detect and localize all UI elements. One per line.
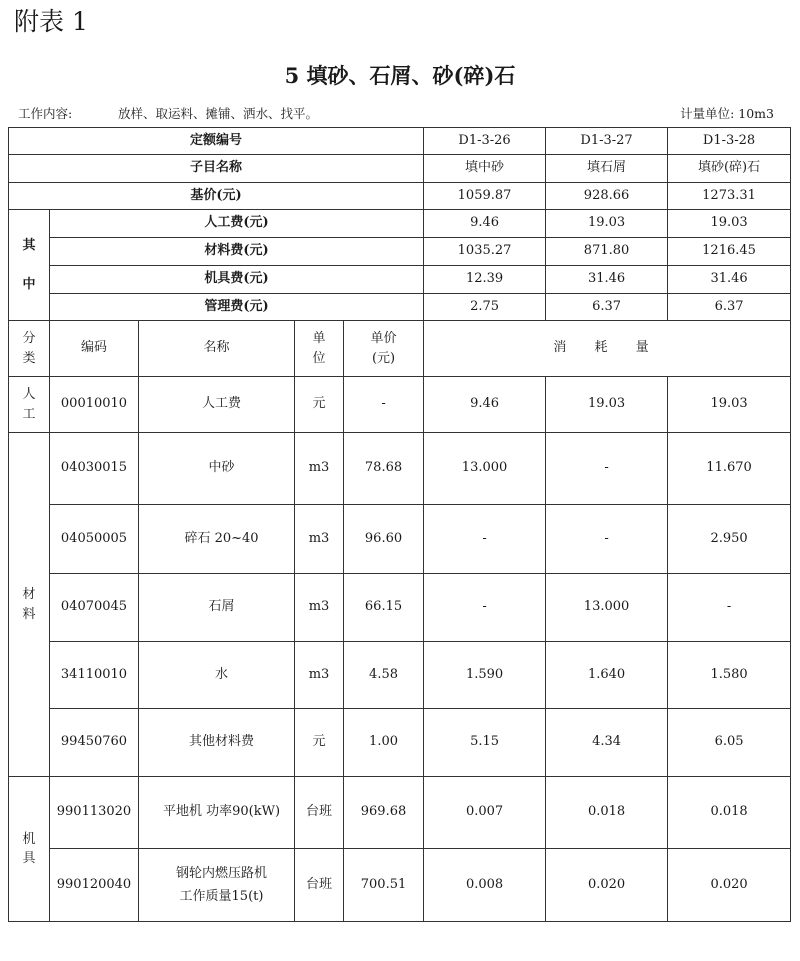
row-value: - bbox=[424, 574, 546, 642]
measurement-unit: 计量单位: 10m3 bbox=[680, 106, 774, 121]
category-material-bottom: 料 bbox=[22, 606, 36, 622]
row-value: 9.46 bbox=[424, 377, 546, 433]
item-name-row bbox=[9, 155, 791, 183]
unit-header bbox=[295, 321, 344, 377]
table-row bbox=[9, 709, 791, 777]
among-label bbox=[9, 210, 50, 321]
base-price-3: 1273.31 bbox=[668, 183, 791, 210]
row-value: 0.020 bbox=[546, 849, 668, 922]
among-value: 6.37 bbox=[546, 294, 668, 321]
quota-number-row bbox=[9, 128, 791, 155]
among-row-material bbox=[9, 238, 791, 266]
item-name-1: 填中砂 bbox=[424, 155, 546, 183]
row-value: 4.34 bbox=[546, 709, 668, 777]
appendix-label: 附表 1 bbox=[14, 7, 88, 36]
unit-header-top: 单 bbox=[312, 331, 326, 346]
row-unit: m3 bbox=[295, 642, 344, 709]
row-code: 34110010 bbox=[50, 642, 139, 709]
code-header: 编码 bbox=[50, 321, 139, 377]
base-price-label: 基价(元) bbox=[9, 183, 424, 210]
row-value: - bbox=[424, 505, 546, 574]
row-unit: 台班 bbox=[295, 777, 344, 849]
among-label-bottom: 中 bbox=[22, 276, 36, 292]
table-row bbox=[9, 377, 791, 433]
row-name: 平地机 功率90(kW) bbox=[139, 777, 295, 849]
row-value: 11.670 bbox=[668, 433, 791, 505]
among-value: 31.46 bbox=[668, 266, 791, 294]
among-label-labor: 人工费(元) bbox=[50, 210, 424, 238]
page-title: 5 填砂、石屑、砂(碎)石 bbox=[284, 63, 516, 88]
quota-number-label: 定额编号 bbox=[9, 128, 424, 155]
price-header-bottom: (元) bbox=[371, 350, 396, 366]
table-row bbox=[9, 777, 791, 849]
table-row bbox=[9, 642, 791, 709]
among-value: 1035.27 bbox=[424, 238, 546, 266]
category-header-bottom: 类 bbox=[22, 350, 36, 366]
quota-table bbox=[8, 127, 791, 922]
row-value: 1.580 bbox=[668, 642, 791, 709]
row-value: 2.950 bbox=[668, 505, 791, 574]
work-content-value: 放样、取运料、摊铺、洒水、找平。 bbox=[118, 106, 319, 121]
row-name: 人工费 bbox=[139, 377, 295, 433]
row-value: 0.018 bbox=[546, 777, 668, 849]
row-unit: m3 bbox=[295, 505, 344, 574]
row-value: 13.000 bbox=[424, 433, 546, 505]
among-label-top: 其 bbox=[22, 237, 36, 253]
quota-code-2: D1-3-27 bbox=[546, 128, 668, 155]
among-row-management bbox=[9, 294, 791, 321]
row-value: 1.590 bbox=[424, 642, 546, 709]
category-labor-bottom: 工 bbox=[22, 406, 36, 422]
row-code: 99450760 bbox=[50, 709, 139, 777]
column-header-row bbox=[9, 321, 791, 377]
row-value: 0.007 bbox=[424, 777, 546, 849]
row-value: 5.15 bbox=[424, 709, 546, 777]
among-label-material: 材料费(元) bbox=[50, 238, 424, 266]
among-value: 6.37 bbox=[668, 294, 791, 321]
category-labor-top: 人 bbox=[22, 387, 36, 402]
among-value: 871.80 bbox=[546, 238, 668, 266]
category-machinery-top: 机 bbox=[22, 831, 36, 847]
row-code: 04070045 bbox=[50, 574, 139, 642]
table-row bbox=[9, 849, 791, 922]
row-name-line2: 工作质量15(t) bbox=[179, 889, 264, 904]
row-value: 0.020 bbox=[668, 849, 791, 922]
row-price: 66.15 bbox=[344, 574, 424, 642]
among-value: 9.46 bbox=[424, 210, 546, 238]
row-value: - bbox=[546, 505, 668, 574]
row-name: 水 bbox=[139, 642, 295, 709]
item-name-2: 填石屑 bbox=[546, 155, 668, 183]
row-value: 13.000 bbox=[546, 574, 668, 642]
category-machinery bbox=[9, 777, 50, 922]
price-header bbox=[344, 321, 424, 377]
row-price: 1.00 bbox=[344, 709, 424, 777]
category-header-top: 分 bbox=[22, 331, 36, 346]
category-material-top: 材 bbox=[22, 587, 36, 602]
among-value: 19.03 bbox=[668, 210, 791, 238]
among-label-machinery: 机具费(元) bbox=[50, 266, 424, 294]
row-name: 其他材料费 bbox=[139, 709, 295, 777]
row-code: 04030015 bbox=[50, 433, 139, 505]
category-machinery-bottom: 具 bbox=[22, 851, 36, 866]
quota-code-1: D1-3-26 bbox=[424, 128, 546, 155]
base-price-row bbox=[9, 183, 791, 210]
row-unit: m3 bbox=[295, 574, 344, 642]
row-name: 中砂 bbox=[139, 433, 295, 505]
row-price: 96.60 bbox=[344, 505, 424, 574]
base-price-1: 1059.87 bbox=[424, 183, 546, 210]
row-price: 78.68 bbox=[344, 433, 424, 505]
among-value: 19.03 bbox=[546, 210, 668, 238]
item-name-3: 填砂(碎)石 bbox=[668, 155, 791, 183]
unit-header-bottom: 位 bbox=[312, 350, 326, 366]
row-value: 6.05 bbox=[668, 709, 791, 777]
row-name: 碎石 20~40 bbox=[139, 505, 295, 574]
row-name: 石屑 bbox=[139, 574, 295, 642]
table-row bbox=[9, 574, 791, 642]
row-code: 04050005 bbox=[50, 505, 139, 574]
category-labor bbox=[9, 377, 50, 433]
row-value: - bbox=[668, 574, 791, 642]
price-header-top: 单价 bbox=[370, 331, 397, 346]
name-header: 名称 bbox=[139, 321, 295, 377]
among-value: 1216.45 bbox=[668, 238, 791, 266]
row-code: 990120040 bbox=[50, 849, 139, 922]
row-code: 990113020 bbox=[50, 777, 139, 849]
consumption-header: 消 耗 量 bbox=[424, 321, 791, 377]
row-price: 700.51 bbox=[344, 849, 424, 922]
row-unit: 元 bbox=[295, 377, 344, 433]
row-value: 19.03 bbox=[668, 377, 791, 433]
row-unit: 台班 bbox=[295, 849, 344, 922]
quota-code-3: D1-3-28 bbox=[668, 128, 791, 155]
among-row-labor bbox=[9, 210, 791, 238]
category-material bbox=[9, 433, 50, 777]
row-unit: m3 bbox=[295, 433, 344, 505]
among-label-management: 管理费(元) bbox=[50, 294, 424, 321]
base-price-2: 928.66 bbox=[546, 183, 668, 210]
row-unit: 元 bbox=[295, 709, 344, 777]
row-value: - bbox=[546, 433, 668, 505]
among-value: 31.46 bbox=[546, 266, 668, 294]
row-code: 00010010 bbox=[50, 377, 139, 433]
row-price: 4.58 bbox=[344, 642, 424, 709]
category-header bbox=[9, 321, 50, 377]
row-value: 1.640 bbox=[546, 642, 668, 709]
among-value: 2.75 bbox=[424, 294, 546, 321]
row-value: 0.008 bbox=[424, 849, 546, 922]
work-content-label: 工作内容: bbox=[18, 106, 73, 121]
row-value: 0.018 bbox=[668, 777, 791, 849]
among-row-machinery bbox=[9, 266, 791, 294]
table-row bbox=[9, 433, 791, 505]
among-value: 12.39 bbox=[424, 266, 546, 294]
row-name-line1: 钢轮内燃压路机 bbox=[175, 865, 267, 881]
row-price: 969.68 bbox=[344, 777, 424, 849]
row-value: 19.03 bbox=[546, 377, 668, 433]
table-row bbox=[9, 505, 791, 574]
item-name-label: 子目名称 bbox=[9, 155, 424, 183]
row-price: - bbox=[344, 377, 424, 433]
row-name bbox=[139, 849, 295, 922]
